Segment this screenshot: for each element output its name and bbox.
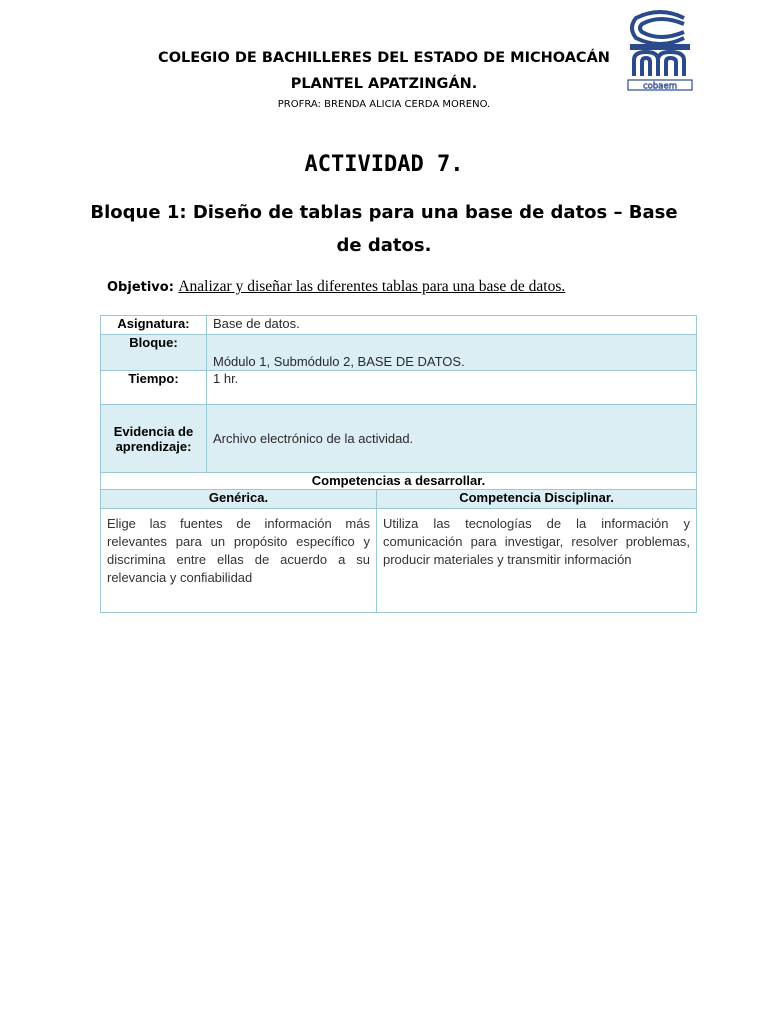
objective xyxy=(107,278,565,296)
time-label: Tiempo: xyxy=(101,371,207,405)
block-title-line2: de datos. xyxy=(336,235,432,256)
evidence-label: Evidencia de aprendizaje: xyxy=(101,405,207,473)
activity-title: ACTIVIDAD 7. xyxy=(304,152,464,177)
block-label: Bloque: xyxy=(101,335,207,371)
block-value: Módulo 1, Submódulo 2, BASE DE DATOS. xyxy=(207,335,697,371)
table-row xyxy=(101,371,697,405)
disciplinary-column-header: Competencia Disciplinar. xyxy=(377,490,697,509)
table-row xyxy=(101,316,697,335)
school-name: COLEGIO DE BACHILLERES DEL ESTADO DE MICHOACÁN xyxy=(158,50,610,66)
generic-column-header: Genérica. xyxy=(101,490,377,509)
table-row xyxy=(101,473,697,490)
table-row xyxy=(101,405,697,473)
evidence-value: Archivo electrónico de la actividad. xyxy=(207,405,697,473)
table-row xyxy=(101,490,697,509)
generic-competency-text: Elige las fuentes de información más relevantes para un propósito específico y discrimina entre ellas de acuerdo a su relevancia y confiabilidad xyxy=(101,509,377,613)
block-title-line1: Bloque 1: Diseño de tablas para una base de datos – Base xyxy=(90,202,678,223)
disciplinary-competency-text: Utiliza las tecnologías de la información y comunicación para investigar, resolver problemas, producir materiales y transmitir información xyxy=(377,509,697,613)
objective-text: Analizar y diseñar las diferentes tablas para una base de datos. xyxy=(178,278,566,295)
campus-name: PLANTEL APATZINGÁN. xyxy=(290,76,478,92)
subject-value: Base de datos. xyxy=(207,316,697,335)
teacher-name: PROFRA: BRENDA ALICIA CERDA MORENO. xyxy=(277,99,491,110)
cobaem-logo xyxy=(626,8,694,92)
subject-label: Asignatura: xyxy=(101,316,207,335)
competencies-header: Competencias a desarrollar. xyxy=(101,473,697,490)
table-row xyxy=(101,509,697,613)
logo-text: cobaem xyxy=(643,81,677,92)
activity-info-table xyxy=(100,315,697,613)
objective-label: Objetivo: xyxy=(107,280,174,295)
table-row xyxy=(101,335,697,371)
time-value: 1 hr. xyxy=(207,371,697,405)
